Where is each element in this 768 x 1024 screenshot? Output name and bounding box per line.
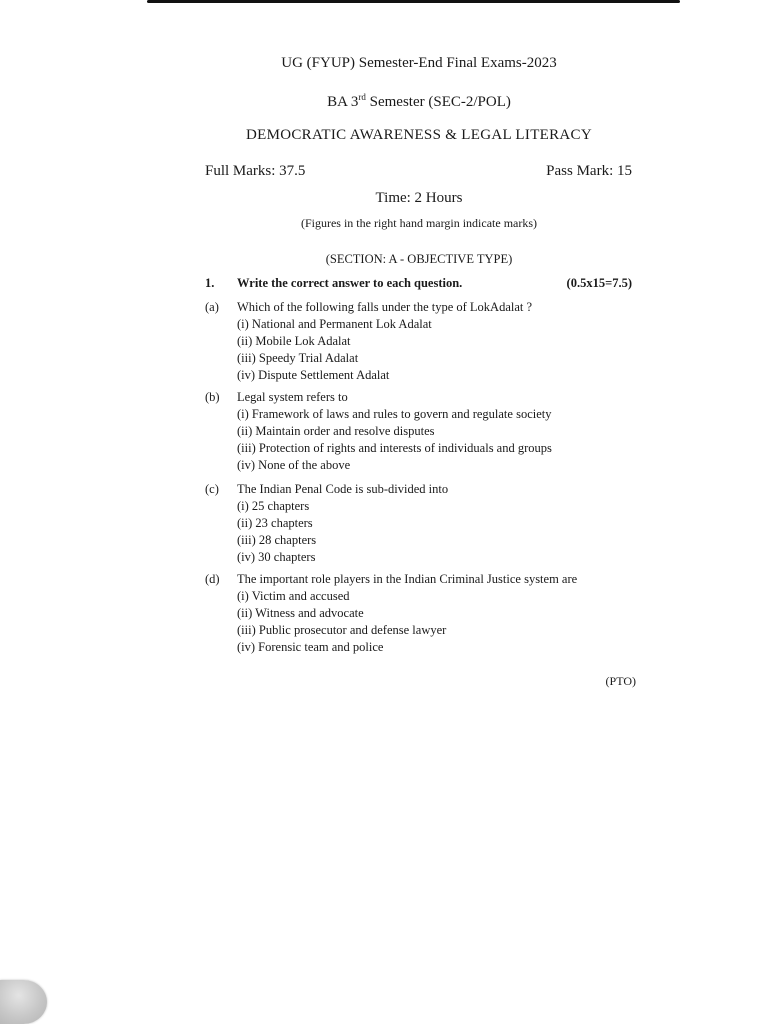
item-stem: The important role players in the Indian Criminal Justice system are: [237, 572, 578, 586]
assistive-touch-icon[interactable]: [0, 980, 47, 1024]
question-item-d: [205, 571, 635, 656]
option: (iv) 30 chapters: [237, 550, 316, 564]
please-turn-over: (PTO): [605, 674, 636, 688]
pass-mark: Pass Mark: 15: [546, 163, 632, 179]
course-line: [0, 92, 768, 111]
question-marks: (0.5x15=7.5): [566, 276, 632, 290]
option-list: [205, 498, 635, 566]
item-label: (d): [205, 572, 220, 586]
item-label: (a): [205, 300, 219, 314]
course-suffix: Semester (SEC-2/POL): [365, 94, 511, 110]
option: (ii) Mobile Lok Adalat: [237, 334, 351, 348]
option: (i) National and Permanent Lok Adalat: [237, 317, 432, 331]
question-item-a: [205, 299, 635, 384]
full-marks: Full Marks: 37.5: [205, 163, 306, 179]
page-top-edge: [147, 0, 680, 3]
paper-title: DEMOCRATIC AWARENESS & LEGAL LITERACY: [245, 127, 592, 143]
marks-note: (Figures in the right hand margin indicate marks): [300, 216, 538, 230]
question-instruction: Write the correct answer to each question.: [237, 276, 463, 290]
question-item-b: [205, 389, 635, 474]
exam-title: UG (FYUP) Semester-End Final Exams-2023: [281, 55, 557, 71]
option: (ii) 23 chapters: [237, 516, 313, 530]
option: (iv) Dispute Settlement Adalat: [237, 368, 390, 382]
option: (iii) Speedy Trial Adalat: [237, 351, 359, 365]
option-list: [205, 316, 635, 384]
course-prefix: BA 3: [327, 94, 359, 110]
option: (i) Framework of laws and rules to govern and regulate society: [237, 407, 552, 421]
item-label: (b): [205, 390, 220, 404]
section-heading: (SECTION: A - OBJECTIVE TYPE): [325, 252, 513, 266]
option-list: [205, 588, 635, 656]
item-stem: Legal system refers to: [237, 390, 348, 404]
item-label: (c): [205, 482, 219, 496]
question-1-heading: [205, 276, 632, 291]
option: (iii) Protection of rights and interests of individuals and groups: [237, 441, 552, 455]
option: (iii) 28 chapters: [237, 533, 317, 547]
time-allowed: Time: 2 Hours: [375, 190, 463, 206]
option: (iv) Forensic team and police: [237, 640, 384, 654]
option: (ii) Witness and advocate: [237, 606, 364, 620]
option: (iv) None of the above: [237, 458, 351, 472]
option: (ii) Maintain order and resolve disputes: [237, 424, 435, 438]
course-ordinal-suffix: rd: [358, 92, 366, 102]
option: (i) 25 chapters: [237, 499, 310, 513]
question-number: 1.: [205, 276, 215, 290]
option-list: [205, 406, 635, 474]
marks-row: [205, 163, 632, 180]
option: (i) Victim and accused: [237, 589, 350, 603]
item-stem: The Indian Penal Code is sub-divided into: [237, 482, 449, 496]
item-stem: Which of the following falls under the type of LokAdalat ?: [237, 300, 533, 314]
option: (iii) Public prosecutor and defense lawyer: [237, 623, 447, 637]
question-item-c: [205, 481, 635, 566]
